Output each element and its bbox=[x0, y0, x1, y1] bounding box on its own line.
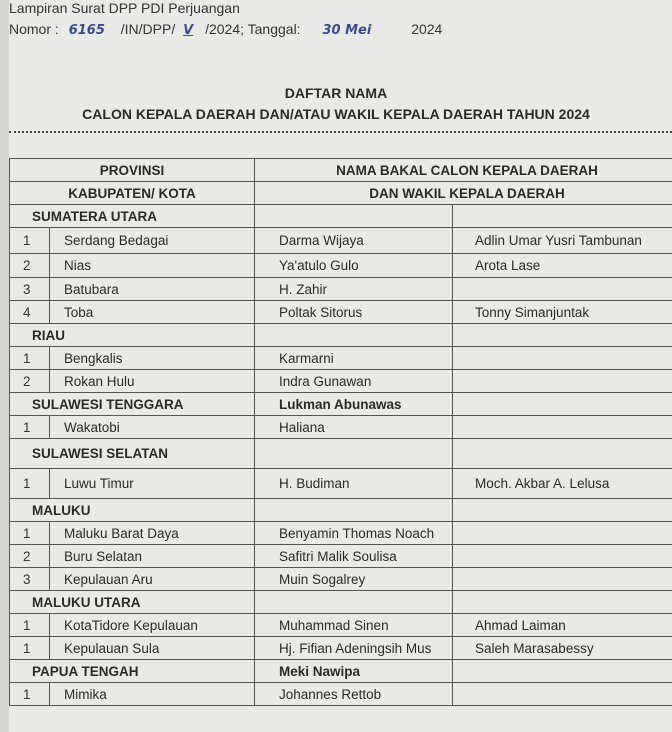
province-note bbox=[255, 439, 453, 469]
kabupaten-cell: Batubara bbox=[50, 278, 255, 301]
row-number: 1 bbox=[10, 228, 50, 254]
nomor-label: Nomor : bbox=[9, 21, 59, 37]
col-header-nama: NAMA BAKAL CALON KEPALA DAERAH bbox=[255, 159, 672, 182]
candidate-name-cell: Karmarni bbox=[255, 347, 453, 370]
candidate-name-cell: Poltak Sitorus bbox=[255, 301, 453, 324]
dotted-divider bbox=[9, 131, 672, 133]
deputy-name-cell: Saleh Marasabessy bbox=[453, 637, 672, 660]
candidate-name-cell: Ya'atulo Gulo bbox=[255, 254, 453, 278]
date-year: 2024 bbox=[411, 21, 443, 37]
table-row bbox=[10, 416, 672, 439]
province-row bbox=[10, 591, 672, 614]
table-row bbox=[10, 228, 672, 254]
province-row bbox=[10, 439, 672, 469]
deputy-name-cell bbox=[453, 568, 672, 591]
row-number: 3 bbox=[10, 568, 50, 591]
letter-attachment-line: Lampiran Surat DPP PDI Perjuangan bbox=[9, 0, 240, 16]
province-row bbox=[10, 205, 672, 228]
province-row bbox=[10, 324, 672, 347]
row-number: 1 bbox=[10, 469, 50, 499]
province-name: PAPUA TENGAH bbox=[10, 660, 255, 683]
row-number: 2 bbox=[10, 254, 50, 278]
candidate-name-cell: H. Zahir bbox=[255, 278, 453, 301]
province-row bbox=[10, 499, 672, 522]
row-number: 1 bbox=[10, 416, 50, 439]
province-empty-cell bbox=[453, 205, 672, 228]
kabupaten-cell: Serdang Bedagai bbox=[50, 228, 255, 254]
col-header-kabupaten: KABUPATEN/ KOTA bbox=[10, 182, 255, 205]
row-number: 4 bbox=[10, 301, 50, 324]
date-handwritten: 30 Mei bbox=[322, 23, 372, 38]
province-empty-cell bbox=[453, 439, 672, 469]
nomor-code: /IN/DPP/ bbox=[120, 21, 176, 37]
row-number: 1 bbox=[10, 522, 50, 545]
table-row bbox=[10, 545, 672, 568]
deputy-name-cell: Arota Lase bbox=[453, 254, 672, 278]
candidate-name-cell: Muhammad Sinen bbox=[255, 614, 453, 637]
deputy-name-cell: Ahmad Laiman bbox=[453, 614, 672, 637]
province-row bbox=[10, 393, 672, 416]
row-number: 1 bbox=[10, 683, 50, 706]
row-number: 2 bbox=[10, 370, 50, 393]
nomor-roman: V bbox=[183, 23, 194, 38]
candidate-name-cell: H. Budiman bbox=[255, 469, 453, 499]
table-row bbox=[10, 522, 672, 545]
document-title: DAFTAR NAMA bbox=[284, 85, 388, 101]
province-note: Lukman Abunawas bbox=[255, 393, 453, 416]
row-number: 1 bbox=[10, 614, 50, 637]
province-name: SULAWESI TENGGARA bbox=[10, 393, 255, 416]
kabupaten-cell: KotaTidore Kepulauan bbox=[50, 614, 255, 637]
province-name: SULAWESI SELATAN bbox=[10, 439, 255, 469]
kabupaten-cell: Bengkalis bbox=[50, 347, 255, 370]
province-note bbox=[255, 499, 453, 522]
deputy-name-cell bbox=[453, 545, 672, 568]
kabupaten-cell: Rokan Hulu bbox=[50, 370, 255, 393]
table-body bbox=[10, 205, 672, 706]
document-subtitle: CALON KEPALA DAERAH DAN/ATAU WAKIL KEPALA DAERAH TAHUN 2024 bbox=[82, 106, 590, 122]
row-number: 2 bbox=[10, 545, 50, 568]
nomor-year-date-label: /2024; Tanggal: bbox=[205, 21, 301, 37]
table-row bbox=[10, 683, 672, 706]
row-number: 1 bbox=[10, 347, 50, 370]
province-note bbox=[255, 205, 453, 228]
table-row bbox=[10, 347, 672, 370]
deputy-name-cell bbox=[453, 370, 672, 393]
table-row bbox=[10, 568, 672, 591]
nomor-handwritten: 6165 bbox=[68, 23, 105, 38]
kabupaten-cell: Maluku Barat Daya bbox=[50, 522, 255, 545]
kabupaten-cell: Kepulauan Sula bbox=[50, 637, 255, 660]
kabupaten-cell: Luwu Timur bbox=[50, 469, 255, 499]
province-name: SUMATERA UTARA bbox=[10, 205, 255, 228]
candidate-name-cell: Hj. Fifian Adeningsih Mus bbox=[255, 637, 453, 660]
province-empty-cell bbox=[453, 393, 672, 416]
province-empty-cell bbox=[453, 591, 672, 614]
deputy-name-cell: Tonny Simanjuntak bbox=[453, 301, 672, 324]
row-number: 1 bbox=[10, 637, 50, 660]
kabupaten-cell: Wakatobi bbox=[50, 416, 255, 439]
deputy-name-cell bbox=[453, 522, 672, 545]
table-row bbox=[10, 614, 672, 637]
kabupaten-cell: Nias bbox=[50, 254, 255, 278]
candidate-name-cell: Indra Gunawan bbox=[255, 370, 453, 393]
deputy-name-cell bbox=[453, 683, 672, 706]
candidate-name-cell: Darma Wijaya bbox=[255, 228, 453, 254]
candidate-name-cell: Benyamin Thomas Noach bbox=[255, 522, 453, 545]
candidate-name-cell: Safitri Malik Soulisa bbox=[255, 545, 453, 568]
col-header-wakil: DAN WAKIL KEPALA DAERAH bbox=[255, 182, 672, 205]
province-note: Meki Nawipa bbox=[255, 660, 453, 683]
kabupaten-cell: Toba bbox=[50, 301, 255, 324]
letter-number-line bbox=[9, 21, 442, 38]
deputy-name-cell bbox=[453, 278, 672, 301]
province-note bbox=[255, 324, 453, 347]
table-row bbox=[10, 278, 672, 301]
province-name: MALUKU bbox=[10, 499, 255, 522]
table-row bbox=[10, 301, 672, 324]
kabupaten-cell: Buru Selatan bbox=[50, 545, 255, 568]
deputy-name-cell: Adlin Umar Yusri Tambunan bbox=[453, 228, 672, 254]
province-name: RIAU bbox=[10, 324, 255, 347]
table-row bbox=[10, 370, 672, 393]
col-header-provinsi: PROVINSI bbox=[10, 159, 255, 182]
row-number: 3 bbox=[10, 278, 50, 301]
table-row bbox=[10, 469, 672, 499]
deputy-name-cell: Moch. Akbar A. Lelusa bbox=[453, 469, 672, 499]
candidate-name-cell: Muin Sogalrey bbox=[255, 568, 453, 591]
deputy-name-cell bbox=[453, 416, 672, 439]
candidate-name-cell: Haliana bbox=[255, 416, 453, 439]
province-row bbox=[10, 660, 672, 683]
province-empty-cell bbox=[453, 660, 672, 683]
province-empty-cell bbox=[453, 324, 672, 347]
kabupaten-cell: Mimika bbox=[50, 683, 255, 706]
deputy-name-cell bbox=[453, 347, 672, 370]
province-name: MALUKU UTARA bbox=[10, 591, 255, 614]
province-empty-cell bbox=[453, 499, 672, 522]
province-note bbox=[255, 591, 453, 614]
table-row bbox=[10, 254, 672, 278]
kabupaten-cell: Kepulauan Aru bbox=[50, 568, 255, 591]
table-row bbox=[10, 637, 672, 660]
candidate-table bbox=[9, 158, 672, 706]
candidate-name-cell: Johannes Rettob bbox=[255, 683, 453, 706]
